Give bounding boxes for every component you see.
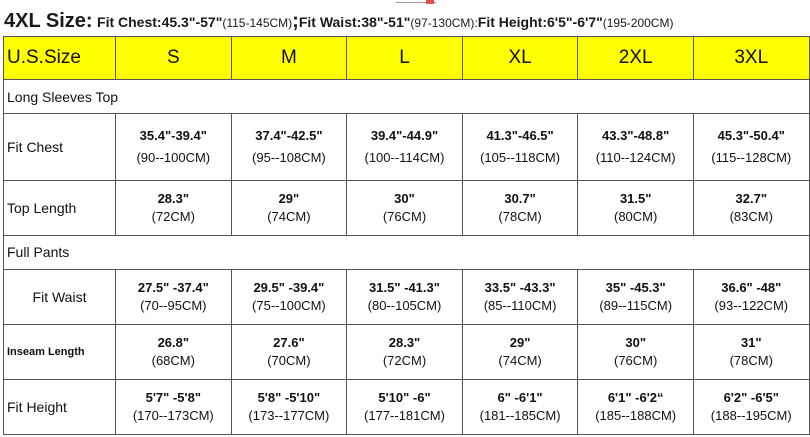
cell-cm: (76CM) (614, 352, 658, 368)
table-cell (693, 379, 809, 434)
table-cell (347, 269, 463, 324)
cell-cm: (80CM) (614, 208, 658, 224)
table-row-top-length (4, 180, 810, 235)
table-cell (462, 324, 578, 379)
table-cell (116, 379, 232, 434)
cell-cm: (115--128CM) (711, 150, 792, 166)
cell-cm: (68CM) (151, 352, 195, 368)
cell-cm: (177--181CM) (364, 407, 445, 423)
cell-inches: 6" -6'1" (497, 389, 543, 405)
table-cell (693, 324, 809, 379)
cell-cm: (70CM) (267, 352, 311, 368)
cell-inches: 30" (625, 334, 646, 350)
cell-inches: 31" (740, 334, 762, 350)
cell-cm: (75--100CM) (252, 297, 326, 313)
cell-cm: (83CM) (729, 208, 773, 224)
top-edge-graphic (396, 0, 442, 6)
heading-waist-in: 38"-51" (361, 14, 411, 30)
heading-chest-label: Fit Chest: (97, 14, 162, 30)
heading-sep-1: ; (292, 10, 299, 32)
cell-inches: 6'1" -6'2“ (607, 389, 664, 405)
cell-cm: (80--105CM) (367, 297, 442, 313)
table-cell (116, 180, 232, 235)
size-header-row (4, 37, 810, 80)
table-cell (578, 269, 694, 324)
cell-inches: 41.3"-46.5" (486, 128, 554, 144)
cell-inches: 31.5" (619, 190, 652, 206)
table-cell (347, 379, 463, 434)
cell-cm: (89--115CM) (599, 297, 673, 313)
cell-inches: 29" (509, 334, 531, 350)
cell-inches: 29" (278, 190, 300, 206)
table-cell (347, 114, 463, 181)
table-cell (578, 114, 694, 181)
cell-inches: 33.5" -43.3" (484, 279, 556, 295)
size-heading (4, 10, 810, 36)
cell-inches: 28.3" (157, 190, 190, 206)
table-row-fit-height (4, 379, 810, 434)
cell-inches: 37.4"-42.5" (255, 128, 323, 144)
table-cell (693, 114, 809, 181)
cell-inches: 31.5" -41.3" (369, 279, 440, 295)
table-cell (347, 324, 463, 379)
table-cell (462, 379, 578, 434)
size-s-header: S (116, 37, 232, 80)
cell-inches: 6'2" -6'5" (723, 389, 779, 405)
cell-inches: 29.5" -39.4" (253, 279, 325, 295)
cell-cm: (95--108CM) (252, 150, 326, 166)
cell-cm: (173--177CM) (248, 407, 330, 423)
cell-cm: (76CM) (382, 208, 427, 224)
cell-inches: 5'10" -6" (378, 389, 431, 405)
heading-waist-cm: (97-130CM) (410, 16, 475, 30)
table-row-fit-waist (4, 269, 810, 324)
size-chart-table (3, 36, 810, 435)
heading-height-label: Fit Height: (477, 14, 547, 30)
row-label-fit-waist: Fit Waist (4, 269, 116, 324)
row-label-fit-chest: Fit Chest (4, 114, 116, 181)
cell-cm: (74CM) (267, 208, 311, 224)
size-2xl-header: 2XL (578, 37, 694, 80)
table-cell (116, 269, 232, 324)
table-cell (578, 180, 694, 235)
heading-sep-2: : (474, 16, 478, 30)
cell-cm: (185--188CM) (595, 407, 677, 423)
cell-cm: (78CM) (729, 352, 773, 368)
section-label-pants: Full Pants (4, 235, 810, 269)
cell-cm: (100--114CM) (364, 150, 445, 166)
heading-height-cm: (195-200CM) (602, 16, 674, 30)
table-cell (462, 180, 578, 235)
cell-cm: (110--124CM) (595, 150, 676, 166)
cell-cm: (72CM) (382, 352, 427, 368)
cell-cm: (85--110CM) (483, 297, 557, 313)
cell-cm: (105--118CM) (480, 150, 561, 166)
table-cell (231, 324, 347, 379)
cell-inches: 39.4"-44.9" (370, 128, 439, 144)
heading-waist-label: Fit Waist: (298, 14, 362, 30)
us-size-label: U.S.Size (4, 37, 116, 80)
heading-chest-cm: (115-145CM) (222, 16, 293, 30)
table-cell (347, 180, 463, 235)
cell-cm: (90--100CM) (136, 150, 211, 166)
cell-inches: 43.3"-48.8" (602, 128, 670, 144)
table-cell (231, 180, 347, 235)
row-label-top-length: Top Length (4, 180, 116, 235)
cell-cm: (78CM) (498, 208, 542, 224)
table-cell (693, 180, 809, 235)
cell-cm: (188--195CM) (710, 407, 792, 423)
row-label-inseam-length: Inseam Length (4, 324, 116, 379)
cell-cm: (70--95CM) (140, 297, 207, 313)
cell-inches: 5'8" -5'10" (257, 389, 321, 405)
cell-cm: (170--173CM) (132, 407, 214, 423)
cell-inches: 27.5" -37.4" (137, 279, 209, 295)
cell-inches: 28.3" (388, 334, 421, 350)
table-cell (231, 114, 347, 181)
cell-cm: (72CM) (151, 208, 195, 224)
size-3xl-header: 3XL (693, 37, 809, 80)
cell-cm: (74CM) (498, 352, 542, 368)
cell-inches: 45.3"-50.4" (717, 128, 785, 144)
table-cell (116, 114, 232, 181)
table-row-fit-chest (4, 114, 810, 181)
cell-inches: 36.6" -48" (721, 279, 782, 295)
table-row-inseam-length (4, 324, 810, 379)
size-m-header: M (231, 37, 347, 80)
size-xl-header: XL (462, 37, 578, 80)
cell-inches: 35" -45.3" (605, 279, 666, 295)
table-cell (462, 269, 578, 324)
table-cell (231, 379, 347, 434)
table-cell (231, 269, 347, 324)
table-cell (116, 324, 232, 379)
cell-inches: 26.8" (157, 334, 190, 350)
section-row-pants (4, 235, 810, 269)
size-l-header: L (347, 37, 463, 80)
section-row-top (4, 80, 810, 114)
cell-inches: 5'7" -5'8" (145, 389, 201, 405)
heading-height-in: 6'5"-6'7" (547, 14, 603, 30)
heading-chest-in: 45.3"-57" (161, 14, 223, 30)
table-cell (462, 114, 578, 181)
heading-size-label: 4XL Size: (4, 10, 93, 32)
table-cell (693, 269, 809, 324)
table-cell (578, 324, 694, 379)
cell-cm: (93--122CM) (714, 297, 789, 313)
cell-cm: (181--185CM) (479, 407, 561, 423)
row-label-fit-height: Fit Height (4, 379, 116, 434)
cell-inches: 32.7" (735, 190, 767, 206)
cell-inches: 30" (394, 190, 415, 206)
table-cell (578, 379, 694, 434)
section-label-top: Long Sleeves Top (4, 80, 810, 114)
cell-inches: 27.6" (273, 334, 305, 350)
cell-inches: 30.7" (504, 190, 536, 206)
cell-inches: 35.4"-39.4" (139, 128, 207, 144)
